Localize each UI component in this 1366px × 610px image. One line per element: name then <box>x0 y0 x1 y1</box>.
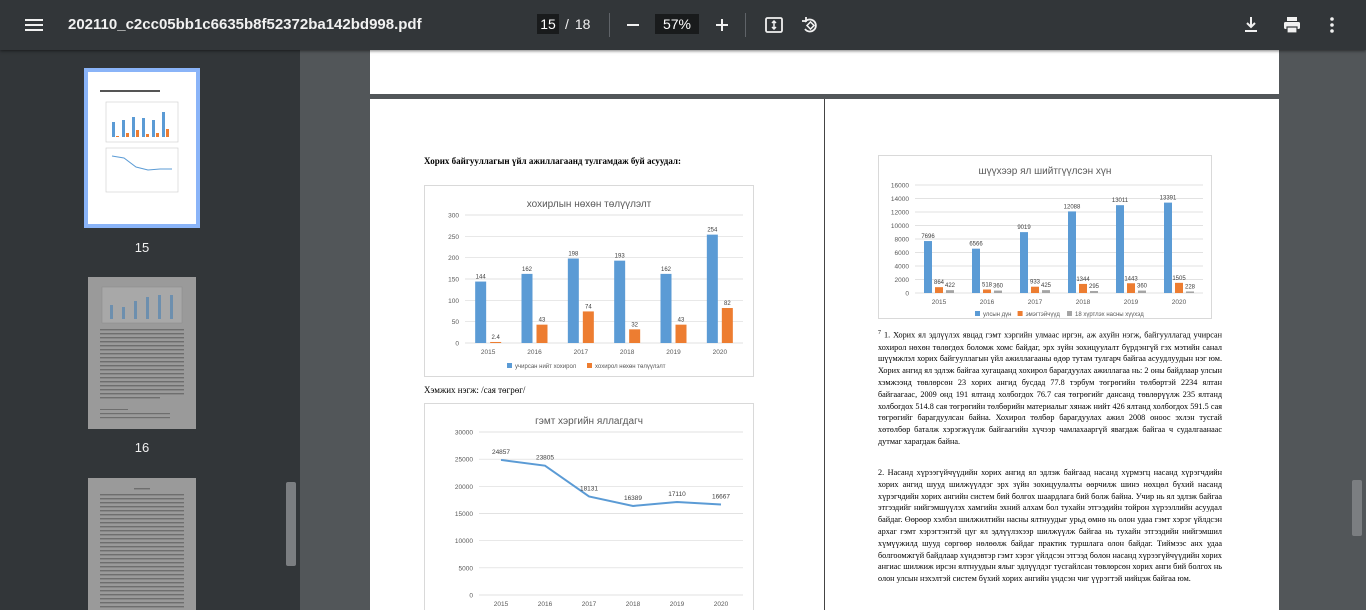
x-tick-label: 2019 <box>1123 299 1139 306</box>
legend-label: хохирол нөхөн төлүүлэлт <box>595 364 666 370</box>
legend-swatch <box>975 311 980 316</box>
data-label: 933 <box>1029 279 1041 286</box>
y-tick-label: 30000 <box>454 429 473 437</box>
x-tick-label: 2015 <box>493 601 509 608</box>
bar-1 <box>661 274 672 343</box>
data-label: 864 <box>933 280 945 287</box>
toolbar-divider <box>745 13 746 37</box>
data-label: 32 <box>631 322 639 329</box>
data-label: 16667 <box>711 493 731 501</box>
chart-sentenced <box>878 155 1212 319</box>
zoom-level-input[interactable] <box>655 14 699 34</box>
data-label: 13011 <box>1111 198 1129 205</box>
more-vert-icon[interactable] <box>1320 13 1344 37</box>
x-tick-label: 2018 <box>625 601 641 608</box>
x-tick-label: 2018 <box>619 349 635 356</box>
x-tick-label: 2015 <box>931 299 947 306</box>
legend-label: эмэгтэйчүүд <box>1025 312 1060 318</box>
bar-2 <box>676 325 687 343</box>
x-tick-label: 2017 <box>573 349 589 356</box>
bar-1 <box>972 249 980 293</box>
data-label: 74 <box>584 304 592 311</box>
y-tick-label: 250 <box>448 233 459 241</box>
y-tick-label: 0 <box>469 592 473 600</box>
pdf-viewer <box>300 50 1366 610</box>
data-label: 16389 <box>623 494 643 502</box>
data-label: 23805 <box>535 454 555 462</box>
x-tick-label: 2018 <box>1075 299 1091 306</box>
x-tick-label: 2016 <box>527 349 542 356</box>
y-tick-label: 16000 <box>890 182 909 190</box>
zoom-out-icon[interactable] <box>621 13 645 37</box>
page-thumbnail-17[interactable] <box>88 478 196 610</box>
y-tick-label: 100 <box>448 297 459 305</box>
legend-swatch <box>1067 311 1072 316</box>
download-icon[interactable] <box>1239 13 1263 37</box>
data-label: 17110 <box>668 491 686 499</box>
data-label: 43 <box>677 317 685 324</box>
thumbnail-preview <box>88 478 196 610</box>
legend-label: улсын дүн <box>983 312 1012 318</box>
x-tick-label: 2016 <box>979 299 995 306</box>
data-label: 360 <box>1136 283 1148 290</box>
viewer-scrollbar[interactable] <box>1352 480 1362 536</box>
y-tick-label: 2000 <box>894 277 909 284</box>
previous-page-bottom <box>370 50 1279 94</box>
data-label: 12088 <box>1063 204 1081 211</box>
footnote-marker: 7 <box>878 330 881 336</box>
bar-1 <box>568 259 579 343</box>
y-tick-label: 300 <box>448 212 459 220</box>
rotate-icon[interactable] <box>798 13 822 37</box>
document-title: 202110_c2cc05bb1c6635b8f52372ba142bd998.pdf <box>68 16 422 33</box>
data-label: 518 <box>981 282 993 289</box>
bar-1 <box>1068 211 1076 293</box>
bar-chart-svg <box>879 156 1213 320</box>
toolbar-divider <box>609 13 610 37</box>
bar-2 <box>583 311 594 343</box>
data-label: 6566 <box>969 241 983 248</box>
data-label: 82 <box>723 301 731 308</box>
bar-1 <box>924 241 932 293</box>
data-label: 254 <box>707 227 718 234</box>
x-tick-label: 2019 <box>669 601 685 608</box>
bar-1 <box>1164 203 1172 293</box>
page-navigation <box>537 14 590 34</box>
unit-caption: Хэмжих нэгж: /сая төгрөг/ <box>424 385 526 395</box>
sidebar-scrollbar[interactable] <box>286 482 296 566</box>
chart-accused <box>424 403 754 610</box>
thumbnail-label: 16 <box>134 440 150 455</box>
y-tick-label: 50 <box>451 319 459 327</box>
y-tick-label: 0 <box>905 290 909 298</box>
bar-1 <box>707 235 718 343</box>
data-label: 360 <box>992 283 1004 290</box>
section-heading: Хорих байгууллагын үйл ажиллагаанд тулгамдаж буй асуудал: <box>424 156 681 166</box>
page-thumbnail-16[interactable] <box>88 277 196 429</box>
column-divider <box>824 99 825 610</box>
series-line <box>501 460 721 506</box>
chart-compensation <box>424 185 754 377</box>
bar-2 <box>1127 283 1135 293</box>
paragraph-1 <box>878 328 1222 448</box>
x-tick-label: 2015 <box>480 349 496 356</box>
bar-2 <box>1079 284 1087 293</box>
y-tick-label: 4000 <box>894 263 909 271</box>
data-label: 295 <box>1088 284 1100 291</box>
bar-2 <box>629 329 640 343</box>
bar-2 <box>1031 287 1039 293</box>
bar-1 <box>614 261 625 343</box>
bar-2 <box>1175 283 1183 293</box>
data-label: 24857 <box>491 448 511 456</box>
y-tick-label: 14000 <box>890 196 909 203</box>
bar-3 <box>946 290 954 293</box>
data-label: 228 <box>1184 284 1196 291</box>
data-label: 144 <box>475 274 486 281</box>
menu-icon[interactable] <box>22 13 46 37</box>
data-label: 193 <box>614 253 625 260</box>
y-tick-label: 15000 <box>454 511 473 518</box>
y-tick-label: 12000 <box>890 209 909 217</box>
bar-2 <box>722 308 733 343</box>
page-thumbnail-15[interactable] <box>88 72 196 224</box>
bar-chart-svg <box>425 186 755 378</box>
bar-2 <box>983 290 991 293</box>
chart-title: шүүхээр ял шийтгүүлсэн хүн <box>978 166 1112 177</box>
data-label: 2.4 <box>491 334 500 341</box>
x-tick-label: 2020 <box>713 601 729 608</box>
data-label: 422 <box>944 283 956 290</box>
legend-swatch <box>587 363 592 368</box>
legend-swatch <box>507 363 512 368</box>
data-label: 1505 <box>1172 275 1186 282</box>
pdf-toolbar <box>0 0 1366 50</box>
fit-page-icon[interactable] <box>762 13 786 37</box>
legend-swatch <box>1018 311 1023 316</box>
bar-1 <box>475 282 486 343</box>
bar-3 <box>1138 291 1146 293</box>
y-tick-label: 25000 <box>454 456 473 464</box>
data-label: 198 <box>568 251 579 258</box>
bar-1 <box>1116 205 1124 293</box>
y-tick-label: 20000 <box>454 483 473 491</box>
data-label: 1443 <box>1124 276 1138 283</box>
data-label: 425 <box>1040 283 1052 290</box>
page-separator: / <box>565 16 569 32</box>
data-label: 1344 <box>1076 276 1090 283</box>
x-tick-label: 2019 <box>666 349 681 356</box>
bar-2 <box>935 287 943 293</box>
y-tick-label: 8000 <box>894 236 909 244</box>
total-pages: 18 <box>574 16 591 32</box>
pdf-page <box>370 99 1279 610</box>
data-label: 43 <box>538 317 546 324</box>
bar-2 <box>537 325 548 343</box>
thumbnail-preview <box>88 277 196 429</box>
y-tick-label: 200 <box>448 255 459 263</box>
page-number-input[interactable] <box>537 14 559 34</box>
bar-3 <box>994 291 1002 293</box>
x-tick-label: 2017 <box>1027 299 1043 306</box>
y-tick-label: 150 <box>448 276 459 284</box>
chart-title: хохирлын нөхөн төлүүлэлт <box>526 199 652 210</box>
thumbnail-sidebar <box>0 50 300 610</box>
x-tick-label: 2016 <box>537 601 553 608</box>
thumbnail-preview <box>88 72 196 224</box>
bar-2 <box>490 342 501 343</box>
data-label: 9019 <box>1017 225 1031 232</box>
thumbnail-label: 15 <box>134 240 150 255</box>
y-tick-label: 0 <box>455 340 459 348</box>
data-label: 18131 <box>579 485 599 493</box>
line-chart-svg <box>425 404 755 610</box>
print-icon[interactable] <box>1280 13 1304 37</box>
bar-1 <box>522 274 533 343</box>
x-tick-label: 2017 <box>581 601 597 608</box>
zoom-in-icon[interactable] <box>710 13 734 37</box>
bar-3 <box>1090 291 1098 293</box>
bar-1 <box>1020 232 1028 293</box>
bar-3 <box>1042 290 1050 293</box>
data-label: 7696 <box>921 234 935 241</box>
x-tick-label: 2020 <box>1171 299 1187 306</box>
y-tick-label: 10000 <box>890 223 909 230</box>
data-label: 162 <box>521 266 533 273</box>
paragraph-1-text: 1. Хорих ял эдлүүлэх явцад гэмт хэргийн улмаас иргэн, аж ахуйн нэгж, байгууллагад учирсан хохирол нөхөн төлөгдөх боломж хомс байдаг, эрх зүйн зохицуулалт бүрдэнгүй гэх мэтийн санал шүүмжлэл хорих байгууллагын үйл ажиллагааны өдөр тутам тулгарч байгаа асуудлуудын нэг юм. Хорих ангид ял эдлэж байгаа хугацаанд хохирол барагдуулах ажиллагаа нь: 2 оны байдлаар улсын хэмжээнд төвлөрсөн 23 хорих ангид бусдад 77.8 тэрбум төгрөгийн төлбөртэй 2234 ялтан байгаагаас, 2009 онд 191 ялтанд холбогдох 76.7 сая төгрөгийг дансанд төвлөрүүлж 235 ялтанд холбогдох 514.8 сая төгрөгийн төлбөрийн материалыг хянаж нийт 426 ялтанд холбогдох 591.5 сая төгрөгийг барагдуулсан байна. Хохирол төлбөр барагдуулах ажил 2008 оноос эхлэн тусгай хөтөлбөр баталж хэрэгжүүлж байгаагийн хүчээр чамлахааргүй явагдаж байгаа ч судалгаанаас дутмаг харагдаж байна. <box>878 330 1222 446</box>
bar-3 <box>1186 291 1194 293</box>
y-tick-label: 10000 <box>454 538 473 546</box>
legend-label: учирсан нийт хохирол <box>515 364 577 370</box>
legend-label: 18 хүртлэх насны хүүхэд <box>1075 312 1144 318</box>
data-label: 162 <box>660 266 672 273</box>
x-tick-label: 2020 <box>712 349 728 356</box>
y-tick-label: 5000 <box>458 565 473 573</box>
data-label: 13391 <box>1159 195 1177 202</box>
paragraph-2: 2. Насанд хүрээгүйчүүдийн хорих ангид ял эдлэж байгаад насанд хүрмэгц насанд хүрэгчдийн хорих ангид шууд шилжүүлдэг эрх зүйн зохицуулалты өөрчилж шинэ нөхцөл бүхий насанд хүрэгчдийн хорих ангийн систем бий болгох шаардлага бий болж байна. Учир нь ял эдлэж байгаа этгээдийг нийгэмшүүлэх хамгийн эхний алхам бол тухайн этгээдийн тойрон хүрээллийн асуудал байдаг. Өөрөөр хэлбэл шилжилтийн насны ялтнуудыг урьд өмнө нь олон удаа гэмт хэрэг үйлдсэн архаг гэмт хэрэгтэнтэй цуг ял эдлүүлэхээр шилжүүлж байгаа нь тухайн этгээдийн нийгэмшил хүмүүжилд шууд сөргөөр нөлөөлж байдаг практик туршлага олон байдаг. Тиймээс анх удаа болгоомжгүй байдлаар хүндэвтэр гэмт хэрэг үйлдсэн этгээд болон насанд хүрээгүйчүүдийн хорих ангиас шилжиж ирсэн ялтнуудын ялыг эдлүүлдэг тусгайлсан төвлөрсөн хорих анги бий болгох нь олон улсын нэхэлтэй систем бүхий хорих ангийн үндсэн чиг үүрэгтэй нийцэж байгаа юм. <box>878 468 1222 584</box>
chart-title: гэмт хэргийн яллагдагч <box>535 416 643 427</box>
y-tick-label: 6000 <box>894 250 909 257</box>
